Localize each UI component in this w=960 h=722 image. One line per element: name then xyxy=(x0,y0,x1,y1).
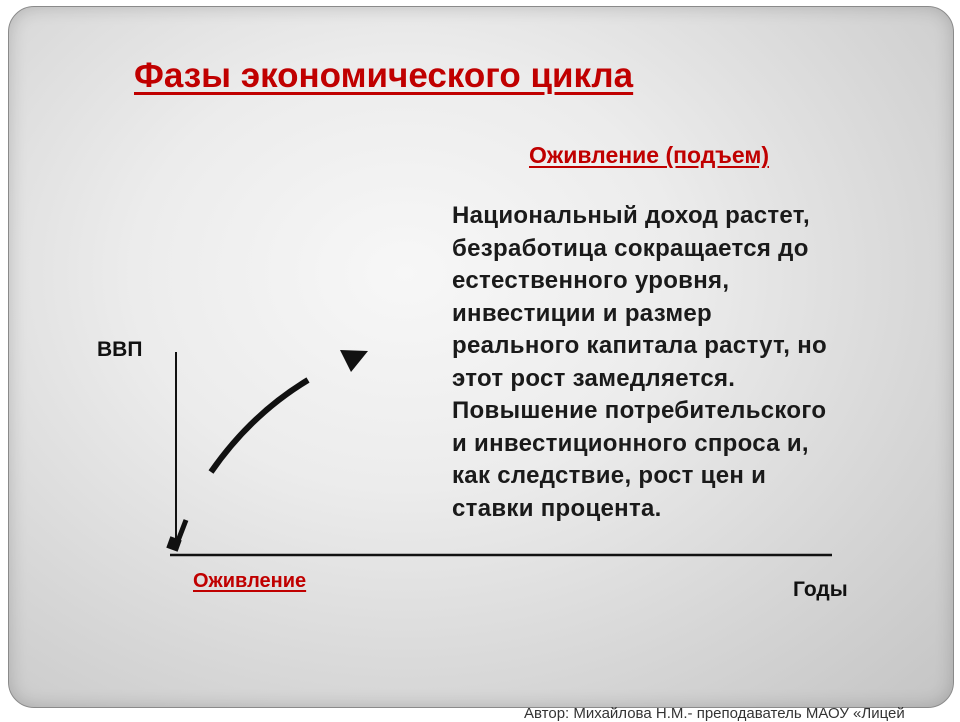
phase-description: Национальный доход растет, безработица сокращается до естественного уровня, инвестиции и размер реального капитала растут, но этот рост замедляется. Повышение потребительского и инвестиционного спроса и, как следствие, рост цен и ставки процента. xyxy=(452,202,827,522)
growth-arrowhead xyxy=(340,350,368,372)
y-axis-label: ВВП xyxy=(97,338,143,361)
author-footer: Автор: Михайлова Н.М.- преподаватель МАОУ «Лицей xyxy=(524,705,905,722)
phase-label: Оживление xyxy=(193,570,307,592)
slide-title: Фазы экономического цикла xyxy=(134,56,634,95)
x-axis-label: Годы xyxy=(793,578,848,601)
recovery-curve xyxy=(211,380,308,472)
phase-heading: Оживление (подъем) xyxy=(529,142,770,168)
